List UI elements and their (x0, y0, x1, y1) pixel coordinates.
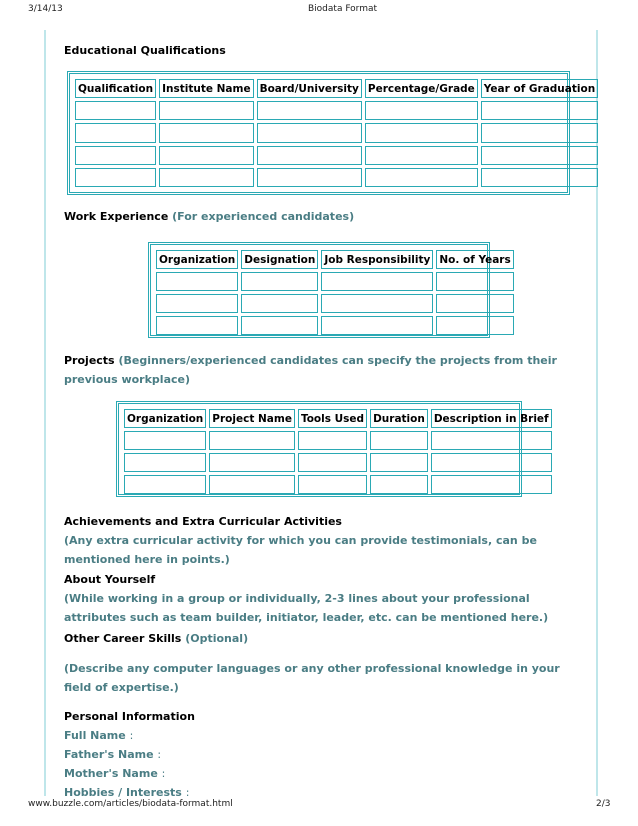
col-description-in-brief: Description in Brief (431, 409, 552, 428)
skills-title: Other Career Skills (64, 632, 182, 645)
table-cell[interactable] (321, 272, 433, 291)
field-mothers-name (64, 764, 586, 783)
projects-title: Projects (64, 354, 115, 367)
table-row (124, 475, 552, 494)
skills-description: (Describe any computer languages or any other professional knowledge in your field of expertise.) (64, 662, 560, 694)
table-cell[interactable] (124, 475, 206, 494)
field-fathers-name (64, 745, 586, 764)
table-cell[interactable] (124, 453, 206, 472)
print-title: Biodata Format (308, 4, 378, 14)
table-cell[interactable] (75, 146, 156, 165)
table-cell[interactable] (257, 123, 362, 142)
field-label: Hobbies / Interests (64, 786, 182, 799)
table-cell[interactable] (321, 294, 433, 313)
table-row (75, 123, 598, 142)
table-cell[interactable] (209, 431, 295, 450)
table-cell[interactable] (298, 475, 367, 494)
field-label: Father's Name (64, 748, 154, 761)
col-designation: Designation (241, 250, 318, 269)
table-cell[interactable] (481, 146, 598, 165)
table-cell[interactable] (481, 168, 598, 187)
education-title: Educational Qualifications (64, 44, 226, 57)
col-project-name: Project Name (209, 409, 295, 428)
col-year-of-graduation: Year of Graduation (481, 79, 598, 98)
education-header-row (75, 79, 598, 98)
table-cell[interactable] (156, 316, 238, 335)
achievements-note: (Any extra curricular activity for which you can provide testimonials, can be mentioned here in points.) (64, 534, 537, 566)
table-cell[interactable] (241, 294, 318, 313)
table-row (75, 168, 598, 187)
table-cell[interactable] (75, 101, 156, 120)
personal-section (64, 707, 586, 802)
field-full-name (64, 726, 586, 745)
print-date: 3/14/13 (28, 4, 63, 14)
table-cell[interactable] (365, 123, 478, 142)
table-cell[interactable] (365, 101, 478, 120)
field-label: Full Name (64, 729, 126, 742)
col-percentage-grade: Percentage/Grade (365, 79, 478, 98)
table-cell[interactable] (365, 168, 478, 187)
table-cell[interactable] (75, 168, 156, 187)
col-board-university: Board/University (257, 79, 362, 98)
col-no-of-years: No. of Years (436, 250, 513, 269)
page-number: 2/3 (596, 799, 611, 809)
work-note: (For experienced candidates) (172, 210, 355, 223)
achievements-title: Achievements and Extra Curricular Activities (64, 515, 342, 528)
table-cell[interactable] (481, 123, 598, 142)
table-cell[interactable] (370, 475, 428, 494)
table-cell[interactable] (257, 146, 362, 165)
table-row (124, 431, 552, 450)
table-cell[interactable] (257, 168, 362, 187)
table-cell[interactable] (298, 431, 367, 450)
table-row (156, 272, 514, 291)
projects-note: (Beginners/experienced candidates can specify the projects from their previous workplace) (64, 354, 557, 386)
table-row (156, 316, 514, 335)
table-cell[interactable] (481, 101, 598, 120)
table-cell[interactable] (159, 168, 253, 187)
skills-note: (Optional) (185, 632, 249, 645)
table-cell[interactable] (431, 453, 552, 472)
footer-url[interactable]: www.buzzle.com/articles/biodata-format.html (28, 799, 233, 809)
table-cell[interactable] (75, 123, 156, 142)
about-note: (While working in a group or individually, 2-3 lines about your professional attributes such as team builder, initiator, leader, etc. can be mentioned here.) (64, 592, 549, 624)
work-experience-heading (64, 207, 586, 226)
col-institute-name: Institute Name (159, 79, 253, 98)
table-cell[interactable] (241, 272, 318, 291)
table-row (75, 101, 598, 120)
table-cell[interactable] (159, 146, 253, 165)
table-cell[interactable] (124, 431, 206, 450)
table-cell[interactable] (365, 146, 478, 165)
table-cell[interactable] (257, 101, 362, 120)
projects-header-row (124, 409, 552, 428)
personal-title: Personal Information (64, 710, 195, 723)
achievements-section (64, 512, 586, 569)
col-job-responsibility: Job Responsibility (321, 250, 433, 269)
col-duration: Duration (370, 409, 428, 428)
work-title: Work Experience (64, 210, 169, 223)
about-title: About Yourself (64, 573, 156, 586)
table-cell[interactable] (370, 431, 428, 450)
projects-table (116, 401, 549, 497)
table-cell[interactable] (436, 294, 513, 313)
table-cell[interactable] (241, 316, 318, 335)
table-cell[interactable] (209, 475, 295, 494)
field-label: Mother's Name (64, 767, 158, 780)
table-cell[interactable] (321, 316, 433, 335)
field-separator: : (185, 786, 190, 799)
about-section (64, 570, 586, 627)
education-table (67, 71, 596, 195)
col-organization: Organization (124, 409, 206, 428)
table-cell[interactable] (370, 453, 428, 472)
col-tools-used: Tools Used (298, 409, 367, 428)
field-separator: : (129, 729, 134, 742)
left-border-line (44, 30, 46, 796)
table-row (124, 453, 552, 472)
work-table (148, 242, 511, 338)
work-header-row (156, 250, 514, 269)
table-cell[interactable] (159, 123, 253, 142)
col-qualification: Qualification (75, 79, 156, 98)
table-cell[interactable] (431, 431, 552, 450)
table-cell[interactable] (156, 272, 238, 291)
table-row (75, 146, 598, 165)
table-cell[interactable] (298, 453, 367, 472)
field-separator: : (157, 748, 162, 761)
table-row (156, 294, 514, 313)
table-cell[interactable] (431, 475, 552, 494)
field-separator: : (161, 767, 166, 780)
table-cell[interactable] (159, 101, 253, 120)
table-cell[interactable] (436, 316, 513, 335)
table-cell[interactable] (209, 453, 295, 472)
col-organization: Organization (156, 250, 238, 269)
table-cell[interactable] (156, 294, 238, 313)
table-cell[interactable] (436, 272, 513, 291)
skills-heading (64, 629, 586, 648)
projects-heading (64, 351, 586, 389)
